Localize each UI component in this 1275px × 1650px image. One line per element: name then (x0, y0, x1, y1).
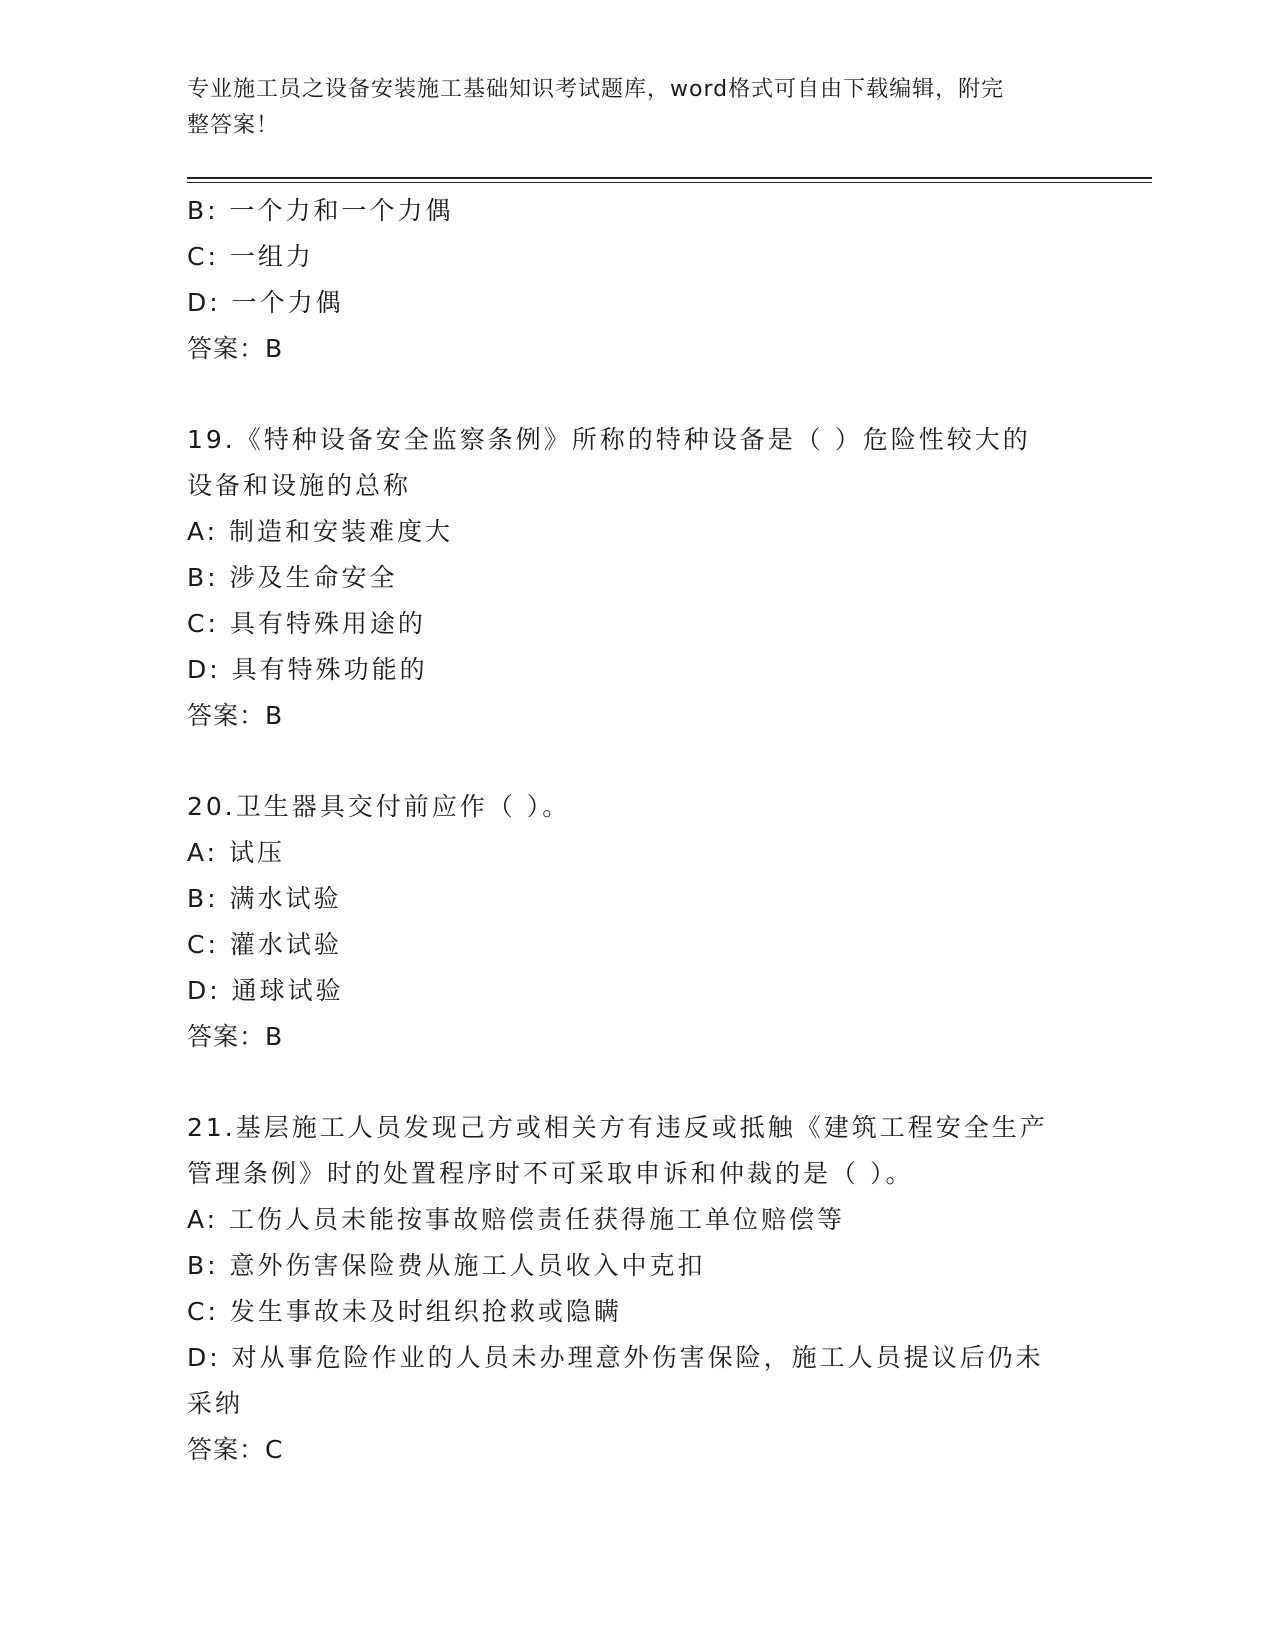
question-block-21 (187, 1105, 1087, 1473)
question-stem: 20.卫生器具交付前应作（ ）。 (187, 792, 571, 821)
answer: 答案：B (187, 701, 284, 730)
option-d: D: 通球试验 (187, 976, 344, 1005)
document-header (187, 72, 1067, 144)
option-c: C: 灌水试验 (187, 930, 342, 959)
option-d: D: 一个力偶 (187, 288, 344, 317)
option-d: D: 对从事危险作业的人员未办理意外伤害保险，施工人员提议后仍未 (187, 1343, 1044, 1372)
option-c: C: 具有特殊用途的 (187, 609, 426, 638)
question-list (187, 188, 1087, 1473)
option-c: C: 发生事故未及时组织抢救或隐瞒 (187, 1297, 622, 1326)
header-line-2: 整答案！ (187, 113, 280, 138)
question-stem-cont: 设备和设施的总称 (187, 471, 412, 500)
header-divider-thin (187, 182, 1152, 183)
option-b: B: 涉及生命安全 (187, 563, 398, 592)
answer: 答案：C (187, 1435, 284, 1464)
option-b: B: 满水试验 (187, 884, 342, 913)
question-stem: 21.基层施工人员发现己方或相关方有违反或抵触《建筑工程安全生产 (187, 1113, 1048, 1142)
question-block-19 (187, 417, 1087, 739)
option-d: D: 具有特殊功能的 (187, 655, 428, 684)
answer: 答案：B (187, 334, 284, 363)
option-c: C: 一组力 (187, 242, 314, 271)
question-block-20 (187, 784, 1087, 1060)
question-stem: 19.《特种设备安全监察条例》所称的特种设备是（ ）危险性较大的 (187, 425, 1031, 454)
option-b: B: 意外伤害保险费从施工人员收入中克扣 (187, 1251, 706, 1280)
option-a: A: 工伤人员未能按事故赔偿责任获得施工单位赔偿等 (187, 1205, 846, 1234)
question-stem-cont: 管理条例》时的处置程序时不可采取申诉和仲裁的是（ ）。 (187, 1159, 914, 1188)
option-a: A: 制造和安装难度大 (187, 517, 454, 546)
option-b: B: 一个力和一个力偶 (187, 196, 454, 225)
header-line-1: 专业施工员之设备安装施工基础知识考试题库，word格式可自由下载编辑，附完 (187, 77, 1005, 102)
question-block-prev (187, 188, 1087, 372)
answer: 答案：B (187, 1022, 284, 1051)
header-divider-thick (187, 177, 1152, 179)
option-d-cont: 采纳 (187, 1389, 244, 1418)
option-a: A: 试压 (187, 838, 286, 867)
